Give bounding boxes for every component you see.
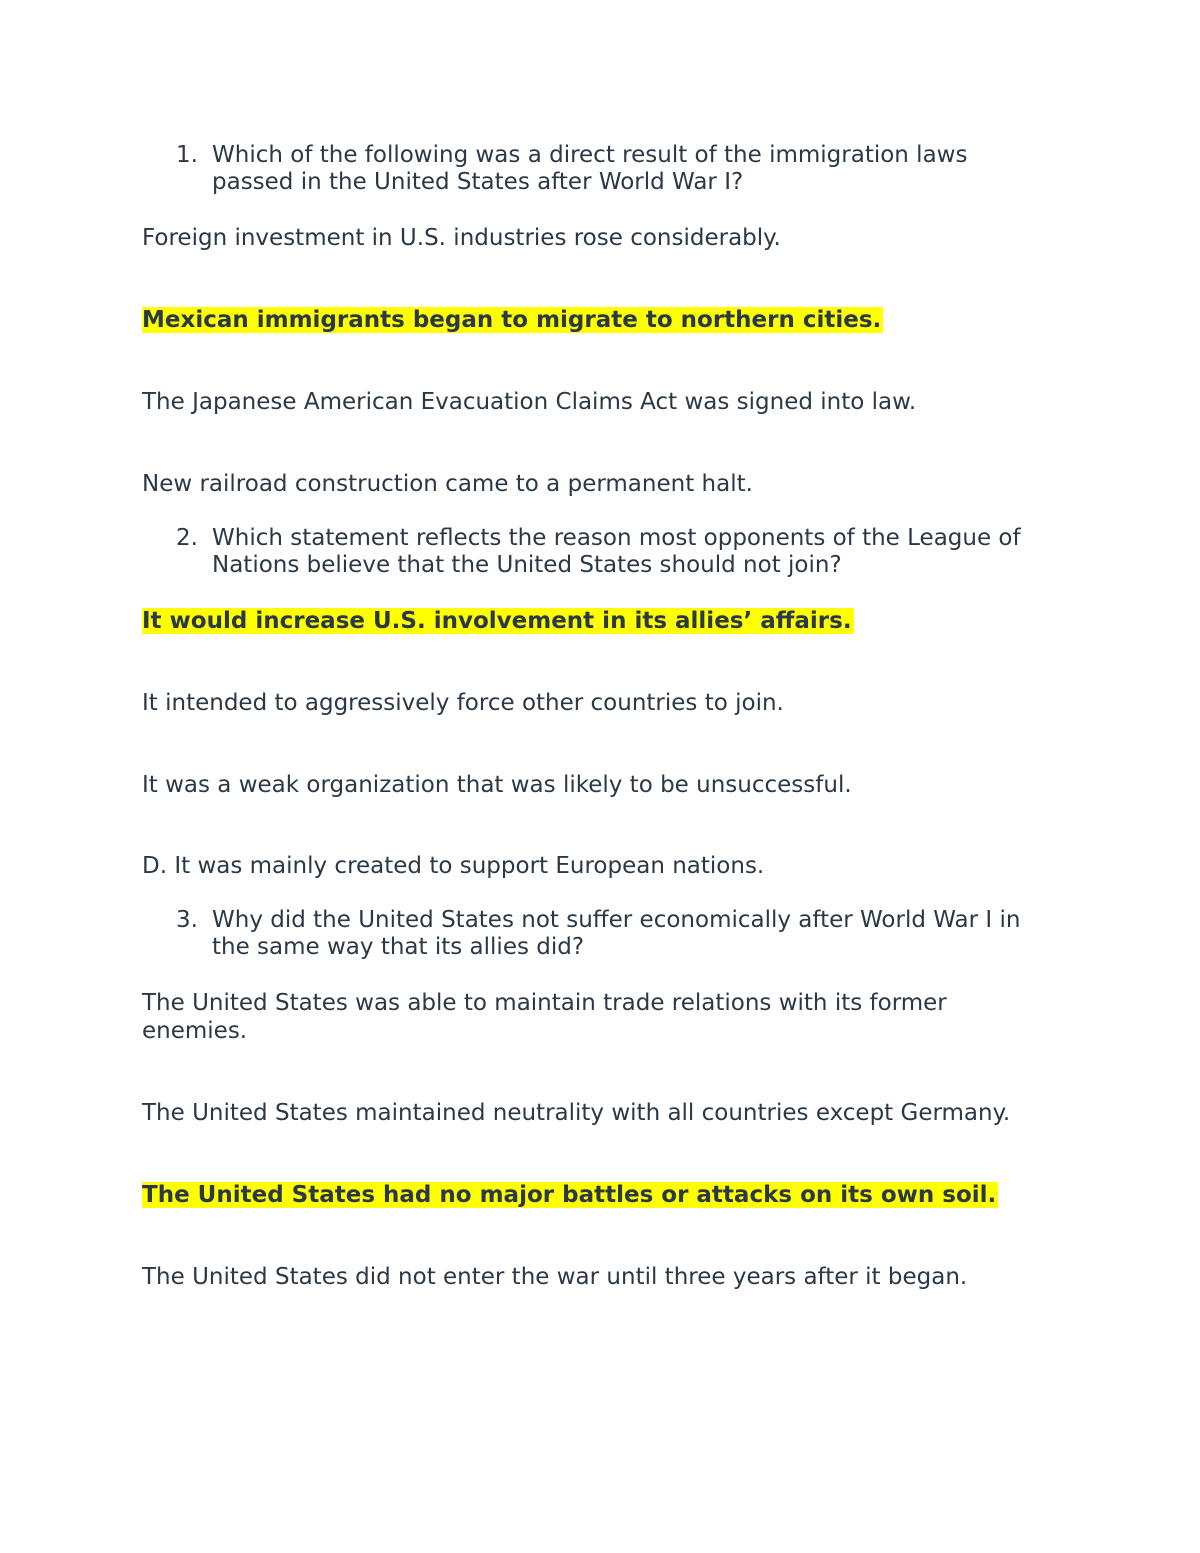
answer-option: New railroad construction came to a permanent halt. (142, 471, 753, 497)
highlighted-answer: The United States had no major battles or attacks on its own soil. (142, 1182, 997, 1208)
answer-option: It was a weak organization that was likely to be unsuccessful. (142, 772, 852, 798)
answer-option: It intended to aggressively force other countries to join. (142, 690, 784, 716)
answer-option: The Japanese American Evacuation Claims Act was signed into law. (142, 389, 917, 415)
question-number: 3. (176, 907, 198, 933)
answer-option: The United States was able to maintain trade relations with its former enemies. (142, 990, 947, 1044)
question-number: 2. (176, 525, 198, 551)
question-2 (176, 525, 1056, 579)
answer-option: The United States did not enter the war until three years after it began. (142, 1264, 968, 1290)
answer-option: D. It was mainly created to support European nations. (142, 853, 765, 879)
question-number: 1. (176, 142, 198, 168)
highlighted-answer: Mexican immigrants began to migrate to northern cities. (142, 307, 882, 333)
question-text: Which of the following was a direct result of the immigration laws passed in the United States after World War I? (212, 142, 968, 195)
answer-option-correct (142, 1181, 998, 1209)
question-1 (176, 142, 1056, 196)
answer-option-correct (142, 306, 883, 334)
answer-option: The United States maintained neutrality with all countries except Germany. (142, 1100, 1011, 1126)
highlighted-answer: It would increase U.S. involvement in its allies’ affairs. (142, 608, 852, 634)
question-text: Why did the United States not suffer economically after World War I in the same way that its allies did? (212, 907, 1021, 960)
question-3 (176, 907, 1056, 961)
answer-option-correct (142, 607, 854, 635)
answer-option: Foreign investment in U.S. industries rose considerably. (142, 225, 781, 251)
question-text: Which statement reflects the reason most opponents of the League of Nations believe that the United States should not join? (212, 525, 1021, 578)
